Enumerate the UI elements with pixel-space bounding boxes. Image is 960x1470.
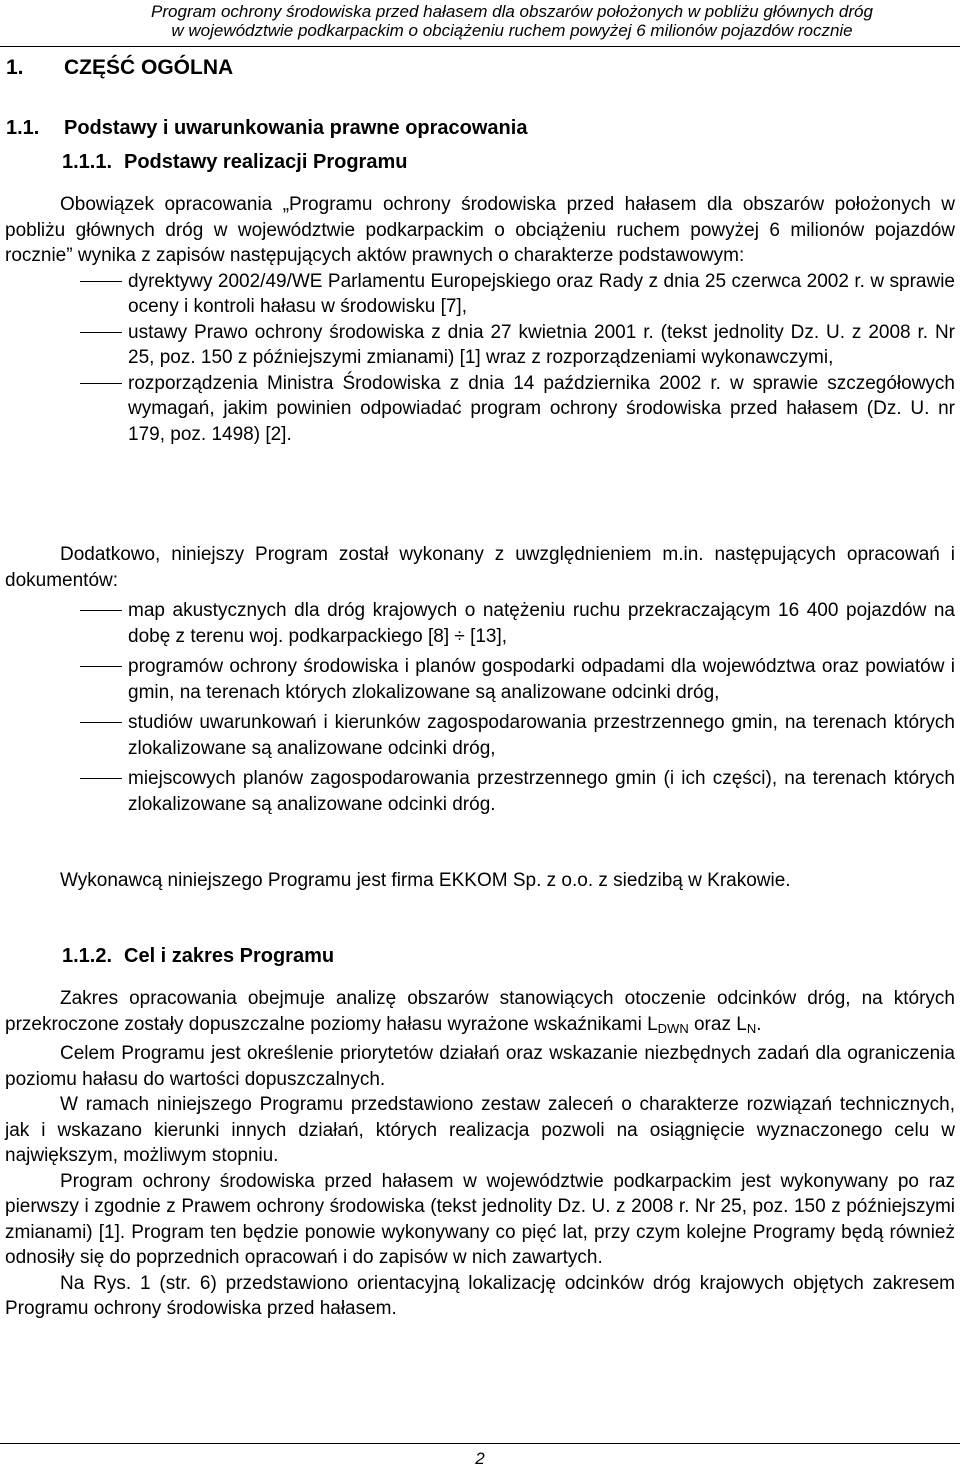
list-item-text: programów ochrony środowiska i planów gospodarki odpadami dla województwa oraz powiatów i gmin, na terenach których zlokalizowane są analizowane odcinki dróg, (128, 656, 955, 703)
list-item-text: rozporządzenia Ministra Środowiska z dnia 14 października 2002 r. w sprawie szczegółowych wymagań, jakim powinien odpowiadać program ochrony środowiska przed hałasem (Dz. U. nr 179, poz. 1498) [2]. (128, 372, 955, 445)
dash-bullet (80, 778, 122, 779)
list-item (5, 766, 955, 817)
list-item-text: miejscowych planów zagospodarowania przestrzennego gmin (i ich części), na terenach których zlokalizowane są analizowane odcinki dróg. (128, 768, 955, 815)
section-number: 1.1. (6, 117, 40, 139)
additional-docs-paragraph: Dodatkowo, niniejszy Program został wykonany z uwzględnieniem m.in. następujących opracowań i dokumentów: (5, 544, 955, 591)
list-item (5, 269, 955, 320)
chapter-heading (6, 56, 233, 80)
indicator-ldwn-base: L (647, 1013, 658, 1035)
recommendations-paragraph: W ramach niniejszego Programu przedstawiono zestaw zaleceń o charakterze rozwiązań technicznych, jak i wskazano kierunki innych działań, których realizacja pozwoli na osiągnięcie wyznaczonego celu w największym, możliwym stopniu. (5, 1094, 955, 1166)
section-heading (6, 117, 527, 140)
scope-paragraph: Zakres opracowania obejmuje analizę obszarów stanowiących otoczenie odcinków dróg, na których przekroczone zostały dopuszczalne poziomy hałasu wyrażone wskaźnikami $L_{DWN}$ oraz $L_N$. (5, 988, 955, 1036)
list-item (5, 371, 955, 448)
indicator-conjunction: oraz (693, 1013, 731, 1035)
list-item (5, 598, 955, 649)
header-divider (0, 46, 960, 47)
dash-bullet (80, 666, 122, 667)
goal-paragraph: Celem Programu jest określenie priorytetów działań oraz wskazanie niezbędnych zadań dla ograniczenia poziomu hałasu do wartości dopuszczalnych. (5, 1043, 955, 1090)
contractor-block (5, 868, 955, 894)
indicator-ldwn-subscript: DWN (657, 1020, 689, 1036)
subsection-heading-2 (62, 945, 334, 968)
documents-block (5, 542, 955, 817)
dash-bullet (80, 281, 122, 282)
figure-reference-paragraph: Na Rys. 1 (str. 6) przedstawiono orientacyjną lokalizację odcinków dróg krajowych objętych zakresem Programu ochrony środowiska przed hałasem. (5, 1272, 955, 1319)
list-item-text: dyrektywy 2002/49/WE Parlamentu Europejskiego oraz Rady z dnia 25 czerwca 2002 r. w sprawie oceny i kontroli hałasu w środowisku [7], (128, 270, 955, 317)
indicator-ldwn (647, 1014, 689, 1035)
intro-paragraph: Obowiązek opracowania „Programu ochrony środowiska przed hałasem dla obszarów położonych w pobliżu głównych dróg w województwie podkarpackim o obciążeniu ruchem powyżej 6 milionów pojazdów rocznie” wynika z zapisów następujących aktów prawnych o charakterze podstawowym: (5, 194, 955, 266)
chapter-title: CZĘŚĆ OGÓLNA (64, 56, 234, 79)
section-title: Podstawy i uwarunkowania prawne opracowania (64, 117, 528, 139)
subsection-number-1: 1.1.1. (62, 151, 113, 173)
goals-block (5, 986, 955, 1322)
running-header (82, 2, 942, 40)
list-item (5, 320, 955, 371)
documents-list (5, 598, 955, 817)
indicator-ln-base: L (736, 1013, 747, 1035)
subsection-number-2: 1.1.2. (62, 945, 113, 967)
list-item (5, 654, 955, 705)
dash-bullet (80, 722, 122, 723)
scope-text: Zakres opracowania obejmuje analizę obszarów stanowiących otoczenie odcinków dróg, na których przekroczone zostały dopuszczalne poziomy hałasu wyrażone wskaźnikami (5, 988, 955, 1035)
legal-acts-list (5, 269, 955, 448)
list-item-text: ustawy Prawo ochrony środowiska z dnia 27 kwietnia 2001 r. (tekst jednolity Dz. U. z 2008 r. Nr 25, poz. 150 z późniejszymi zmianami) [1] wraz z rozporządzeniami wykonawczymi, (128, 321, 955, 368)
dash-bullet (80, 610, 122, 611)
indicator-ln-subscript: N (746, 1020, 757, 1036)
subsection-heading-1 (62, 151, 407, 174)
program-frequency-paragraph: Program ochrony środowiska przed hałasem w województwie podkarpackim jest wykonywany po raz pierwszy i zgodnie z Prawem ochrony środowiska (tekst jednolity Dz. U. z 2008 r. Nr 25, poz. 150 z późniejszymi zmianami) [1]. Program ten będzie ponowie wykonywany co pięć lat, przy czym kolejne Programy będą również odnosiły się do poprzednich opracowań i do zapisów w nich zawartych. (5, 1170, 955, 1268)
indicator-ln (736, 1014, 756, 1035)
footer-divider (0, 1443, 960, 1444)
list-item (5, 710, 955, 761)
subsection-title-1: Podstawy realizacji Programu (124, 151, 408, 173)
dash-bullet (80, 332, 122, 333)
chapter-number: 1. (6, 56, 24, 79)
contractor-paragraph: Wykonawcą niniejszego Programu jest firma EKKOM Sp. z o.o. z siedzibą w Krakowie. (60, 870, 791, 891)
running-header-line-1: Program ochrony środowiska przed hałasem dla obszarów położonych w pobliżu głównych dróg (151, 2, 873, 21)
running-header-line-2: w województwie podkarpackim o obciążeniu ruchem powyżej 6 milionów pojazdów rocznie (171, 21, 853, 40)
legal-basis-block (5, 192, 955, 447)
dash-bullet (80, 383, 122, 384)
list-item-text: map akustycznych dla dróg krajowych o natężeniu ruchu przekraczającym 16 400 pojazdów na dobę z terenu woj. podkarpackiego [8] ÷ [13], (128, 600, 955, 647)
list-item-text: studiów uwarunkowań i kierunków zagospodarowania przestrzennego gmin, na terenach których zlokalizowane są analizowane odcinki dróg, (128, 712, 955, 759)
subsection-title-2: Cel i zakres Programu (124, 945, 335, 967)
page-number: 2 (475, 1449, 485, 1468)
